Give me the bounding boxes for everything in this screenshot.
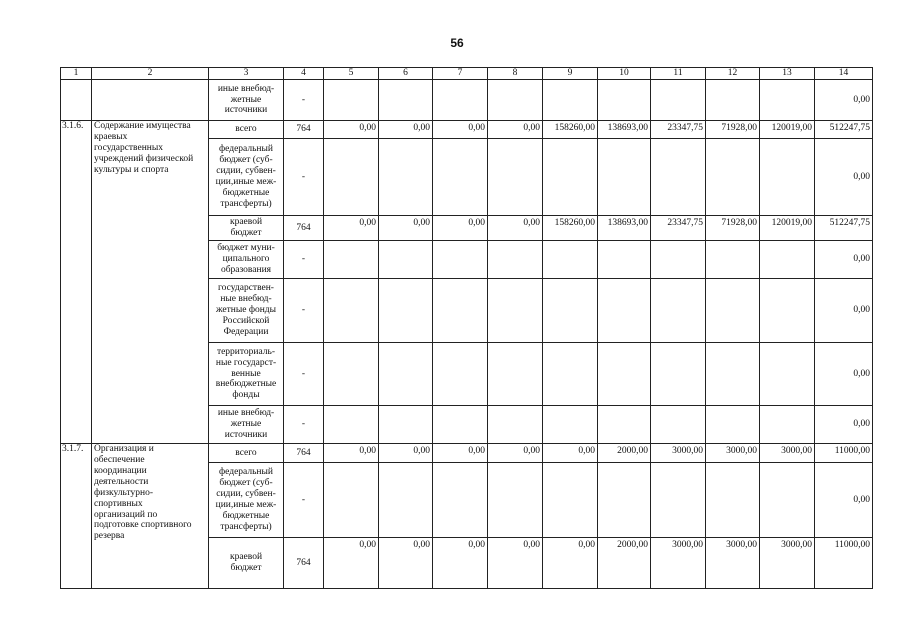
funding-source-line: трансферты): [220, 521, 272, 532]
item-code: 3.1.7.: [61, 444, 92, 589]
funding-source-line: жетные фонды: [215, 305, 277, 316]
header-cell: 2: [92, 68, 209, 80]
value-cell: [433, 343, 488, 406]
funding-source: [209, 241, 284, 279]
funding-source: [209, 279, 284, 343]
code-value: -: [284, 463, 324, 538]
budget-table: [60, 67, 873, 589]
funding-source-line: Федерации: [223, 326, 269, 337]
code-value: -: [284, 279, 324, 343]
value-cell: [488, 406, 543, 444]
funding-source-line: краевой: [229, 217, 263, 228]
value-cell: [651, 80, 706, 121]
value-cell: 3000,00: [760, 538, 815, 589]
funding-source-line: иные внебюд-: [217, 83, 275, 94]
funding-source-line: иные внебюд-: [217, 408, 275, 419]
value-cell: [706, 343, 760, 406]
value-cell: [324, 463, 379, 538]
value-cell: 3000,00: [760, 444, 815, 463]
item-name-line: культуры и спорта: [94, 164, 169, 175]
value-cell: 11000,00: [815, 538, 873, 589]
funding-source-line: бюджетные: [222, 510, 270, 521]
header-cell: 4: [284, 68, 324, 80]
value-cell: [543, 463, 598, 538]
value-cell: [324, 139, 379, 216]
value-cell: [706, 139, 760, 216]
code-value: 764: [284, 538, 324, 589]
table-row: [61, 121, 873, 139]
funding-source-line: жетные: [230, 419, 262, 430]
value-cell: [598, 241, 651, 279]
value-cell: 120019,00: [760, 121, 815, 139]
value-cell: 0,00: [324, 444, 379, 463]
funding-source-line: образования: [220, 264, 272, 275]
value-cell: [598, 406, 651, 444]
value-cell: [760, 406, 815, 444]
value-cell: 23347,75: [651, 216, 706, 241]
value-cell: [651, 463, 706, 538]
value-cell: 0,00: [543, 538, 598, 589]
value-cell: 3000,00: [706, 444, 760, 463]
value-cell: 0,00: [815, 343, 873, 406]
header-cell: 6: [379, 68, 433, 80]
header-cell: 12: [706, 68, 760, 80]
value-cell: [598, 279, 651, 343]
value-cell: [598, 139, 651, 216]
value-cell: 512247,75: [815, 121, 873, 139]
funding-source-line: источники: [224, 105, 268, 116]
code-value: 764: [284, 216, 324, 241]
header-cell: 3: [209, 68, 284, 80]
value-cell: [379, 80, 433, 121]
value-cell: 0,00: [324, 538, 379, 589]
value-cell: [324, 343, 379, 406]
table-row: [61, 444, 873, 463]
funding-source-line: ные внебюд-: [220, 294, 272, 305]
funding-source-line: фонды: [232, 390, 260, 401]
value-cell: [706, 241, 760, 279]
value-cell: 71928,00: [706, 121, 760, 139]
value-cell: 512247,75: [815, 216, 873, 241]
value-cell: [543, 279, 598, 343]
value-cell: 11000,00: [815, 444, 873, 463]
item-name-line: резерва: [94, 531, 125, 542]
funding-source-line: бюджетные: [222, 187, 270, 198]
funding-source-line: источники: [224, 429, 268, 440]
value-cell: [488, 463, 543, 538]
value-cell: [760, 80, 815, 121]
value-cell: 158260,00: [543, 121, 598, 139]
item-name-line: государственных: [94, 142, 164, 153]
header-cell: 5: [324, 68, 379, 80]
funding-source-line: бюджет (суб-: [219, 478, 273, 489]
name-cell: [92, 80, 209, 121]
value-cell: [543, 139, 598, 216]
value-cell: 71928,00: [706, 216, 760, 241]
funding-source: [209, 538, 284, 589]
header-cell: 8: [488, 68, 543, 80]
funding-source-line: ные государст-: [215, 357, 277, 368]
value-cell: [543, 80, 598, 121]
item-code: 3.1.6.: [61, 121, 92, 444]
item-name: [92, 121, 209, 444]
code-value: -: [284, 406, 324, 444]
value-cell: [706, 80, 760, 121]
value-cell: [379, 241, 433, 279]
value-cell: [324, 406, 379, 444]
value-cell: [488, 279, 543, 343]
value-cell: [324, 241, 379, 279]
header-cell: 11: [651, 68, 706, 80]
value-cell: 0,00: [379, 538, 433, 589]
value-cell: [598, 463, 651, 538]
value-cell: [379, 139, 433, 216]
funding-source-line: федеральный: [219, 467, 273, 478]
value-cell: [651, 241, 706, 279]
funding-source-line: территориаль-: [216, 346, 276, 357]
value-cell: [379, 343, 433, 406]
value-cell: [433, 139, 488, 216]
value-cell: [651, 139, 706, 216]
value-cell: 3000,00: [651, 444, 706, 463]
value-cell: 120019,00: [760, 216, 815, 241]
item-name-line: Содержание имущества: [94, 121, 191, 131]
value-cell: 0,00: [815, 463, 873, 538]
value-cell: 3000,00: [706, 538, 760, 589]
funding-source-line: государствен-: [218, 283, 274, 294]
funding-source-line: бюджет: [230, 563, 262, 573]
value-cell: [488, 241, 543, 279]
value-cell: [379, 279, 433, 343]
value-cell: [760, 463, 815, 538]
funding-source-line: внебюджетные: [215, 379, 277, 390]
header-cell: 1: [61, 68, 92, 80]
item-name-line: краевых: [94, 131, 128, 142]
item-name-line: учреждений физической: [94, 153, 194, 164]
value-cell: [433, 406, 488, 444]
table-row: [61, 80, 873, 121]
value-cell: [651, 406, 706, 444]
value-cell: 23347,75: [651, 121, 706, 139]
funding-source: [209, 80, 284, 121]
funding-source-line: ции,иные меж-: [215, 177, 277, 187]
funding-source: [209, 216, 284, 241]
funding-source-line: сидии, субвен-: [216, 489, 276, 500]
funding-source-line: ципального: [222, 254, 270, 265]
code-value: -: [284, 343, 324, 406]
code-cell: [61, 80, 92, 121]
item-name-line: организаций по: [94, 509, 158, 520]
value-cell: 2000,00: [598, 444, 651, 463]
funding-source-line: краевой: [229, 552, 263, 563]
value-cell: [433, 241, 488, 279]
item-name-line: физкультурно-: [94, 487, 154, 498]
funding-source: [209, 444, 284, 463]
value-cell: 138693,00: [598, 121, 651, 139]
value-cell: 0,00: [433, 444, 488, 463]
value-cell: [543, 241, 598, 279]
item-name: [92, 444, 209, 589]
value-cell: 3000,00: [651, 538, 706, 589]
item-name-line: деятельности: [94, 476, 149, 487]
value-cell: 0,00: [379, 444, 433, 463]
value-cell: 138693,00: [598, 216, 651, 241]
header-cell: 9: [543, 68, 598, 80]
value-cell: 0,00: [543, 444, 598, 463]
header-cell: 14: [815, 68, 873, 80]
funding-source-line: бюджет: [230, 228, 262, 238]
value-cell: 0,00: [815, 241, 873, 279]
value-cell: [760, 139, 815, 216]
funding-source-line: всего: [235, 124, 257, 135]
page-number: 56: [450, 36, 464, 50]
item-name-line: спортивных: [94, 498, 143, 509]
value-cell: [488, 80, 543, 121]
funding-source: [209, 139, 284, 216]
header-cell: 10: [598, 68, 651, 80]
value-cell: [379, 406, 433, 444]
value-cell: [324, 80, 379, 121]
value-cell: [706, 279, 760, 343]
funding-source-line: трансферты): [220, 198, 272, 209]
value-cell: 0,00: [488, 538, 543, 589]
value-cell: [543, 406, 598, 444]
value-cell: 0,00: [488, 216, 543, 241]
item-name-line: обеспечение: [94, 454, 145, 465]
item-name-line: координации: [94, 465, 147, 476]
code-value: 764: [284, 444, 324, 463]
value-cell: [706, 406, 760, 444]
header-cell: 7: [433, 68, 488, 80]
value-cell: [598, 343, 651, 406]
header-row: [61, 68, 873, 80]
funding-source-line: жетные: [230, 94, 262, 105]
value-cell: [598, 80, 651, 121]
header-cell: 13: [760, 68, 815, 80]
funding-source-line: Российской: [222, 315, 270, 326]
value-cell: [379, 463, 433, 538]
funding-source-line: бюджет (суб-: [219, 155, 273, 166]
value-cell: [760, 343, 815, 406]
value-cell: [543, 343, 598, 406]
value-cell: 0,00: [324, 216, 379, 241]
value-cell: [760, 279, 815, 343]
value-cell: [651, 343, 706, 406]
value-cell: 0,00: [815, 279, 873, 343]
funding-source: [209, 463, 284, 538]
item-name-line: Организация и: [94, 444, 154, 454]
funding-source-line: федеральный: [219, 144, 273, 155]
item-name-line: подготовке спортивного: [94, 520, 192, 531]
value-cell: 0,00: [433, 121, 488, 139]
value-cell: 0,00: [488, 444, 543, 463]
value-cell: [706, 463, 760, 538]
value-cell: [433, 463, 488, 538]
value-cell: [433, 80, 488, 121]
code-value: -: [284, 139, 324, 216]
funding-source: [209, 121, 284, 139]
value-cell: 0,00: [324, 121, 379, 139]
value-cell: 0,00: [815, 139, 873, 216]
funding-source-line: ции,иные меж-: [215, 500, 277, 510]
value-cell: 0,00: [815, 80, 873, 121]
value-cell: 2000,00: [598, 538, 651, 589]
value-cell: 0,00: [815, 406, 873, 444]
value-cell: [433, 279, 488, 343]
value-cell: 0,00: [379, 216, 433, 241]
value-cell: [651, 279, 706, 343]
value-cell: 0,00: [433, 216, 488, 241]
code-value: -: [284, 241, 324, 279]
code-value: -: [284, 80, 324, 121]
value-cell: 0,00: [488, 121, 543, 139]
value-cell: [488, 139, 543, 216]
funding-source: [209, 343, 284, 406]
funding-source-line: бюджет муни-: [217, 243, 275, 254]
funding-source-line: всего: [235, 447, 257, 458]
value-cell: [760, 241, 815, 279]
value-cell: [488, 343, 543, 406]
code-value: 764: [284, 121, 324, 139]
funding-source-line: сидии, субвен-: [216, 166, 276, 177]
value-cell: 0,00: [379, 121, 433, 139]
value-cell: [324, 279, 379, 343]
funding-source-line: венные: [231, 368, 261, 379]
funding-source: [209, 406, 284, 444]
value-cell: 0,00: [433, 538, 488, 589]
value-cell: 158260,00: [543, 216, 598, 241]
